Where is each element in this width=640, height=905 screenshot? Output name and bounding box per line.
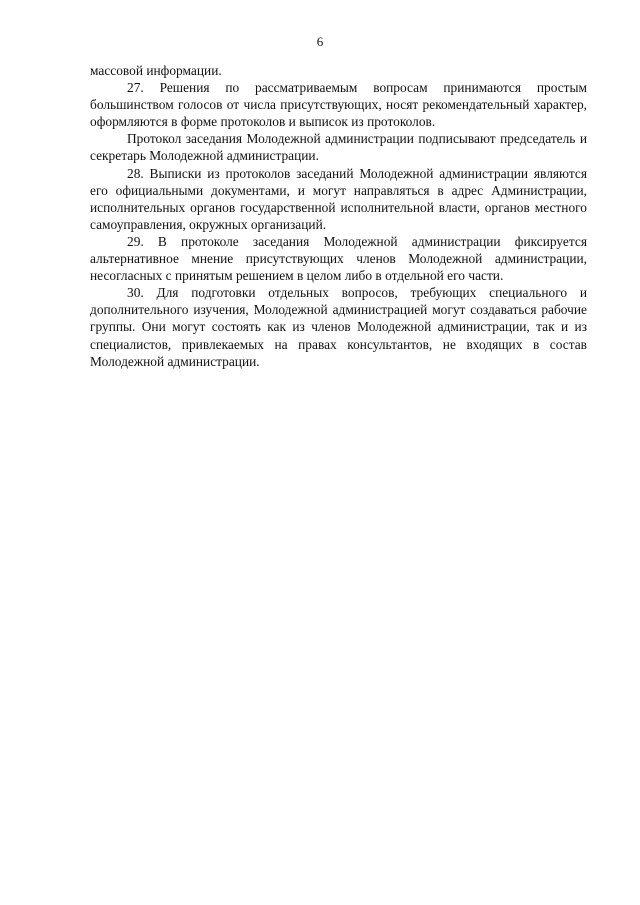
paragraph-29: 29. В протоколе заседания Молодежной администрации фиксируется альтернативное мнение присутствующих членов Молодежной администрации, несогласных с принятым решением в целом либо в отдельной его части. — [90, 233, 587, 284]
document-body — [90, 62, 587, 370]
paragraph-28: 28. Выписки из протоколов заседаний Молодежной администрации являются его официальными документами, и могут направляться в адрес Администрации, исполнительных органов государственной исполнительной власти, органов местного самоуправления, окружных организаций. — [90, 165, 587, 232]
page-number: 6 — [316, 34, 324, 49]
paragraph-27: 27. Решения по рассматриваемым вопросам принимаются простым большинством голосов от числа присутствующих, носят рекомендательный характер, оформляются в форме протоколов и выписок из протоколов. — [90, 80, 587, 130]
paragraph-continuation: массовой информации. — [90, 63, 222, 78]
paragraph-30: 30. Для подготовки отдельных вопросов, требующих специального и дополнительного изучения, Молодежной администрацией могут создаваться рабочие группы. Они могут состоять как из членов Молодежной администрации, так и из специалистов, привлекаемых на правах консультантов, не входящих в состав Молодежной администрации. — [90, 285, 587, 369]
paragraph-protocol: Протокол заседания Молодежной администрации подписывают председатель и секретарь Молодежной администрации. — [90, 131, 587, 164]
